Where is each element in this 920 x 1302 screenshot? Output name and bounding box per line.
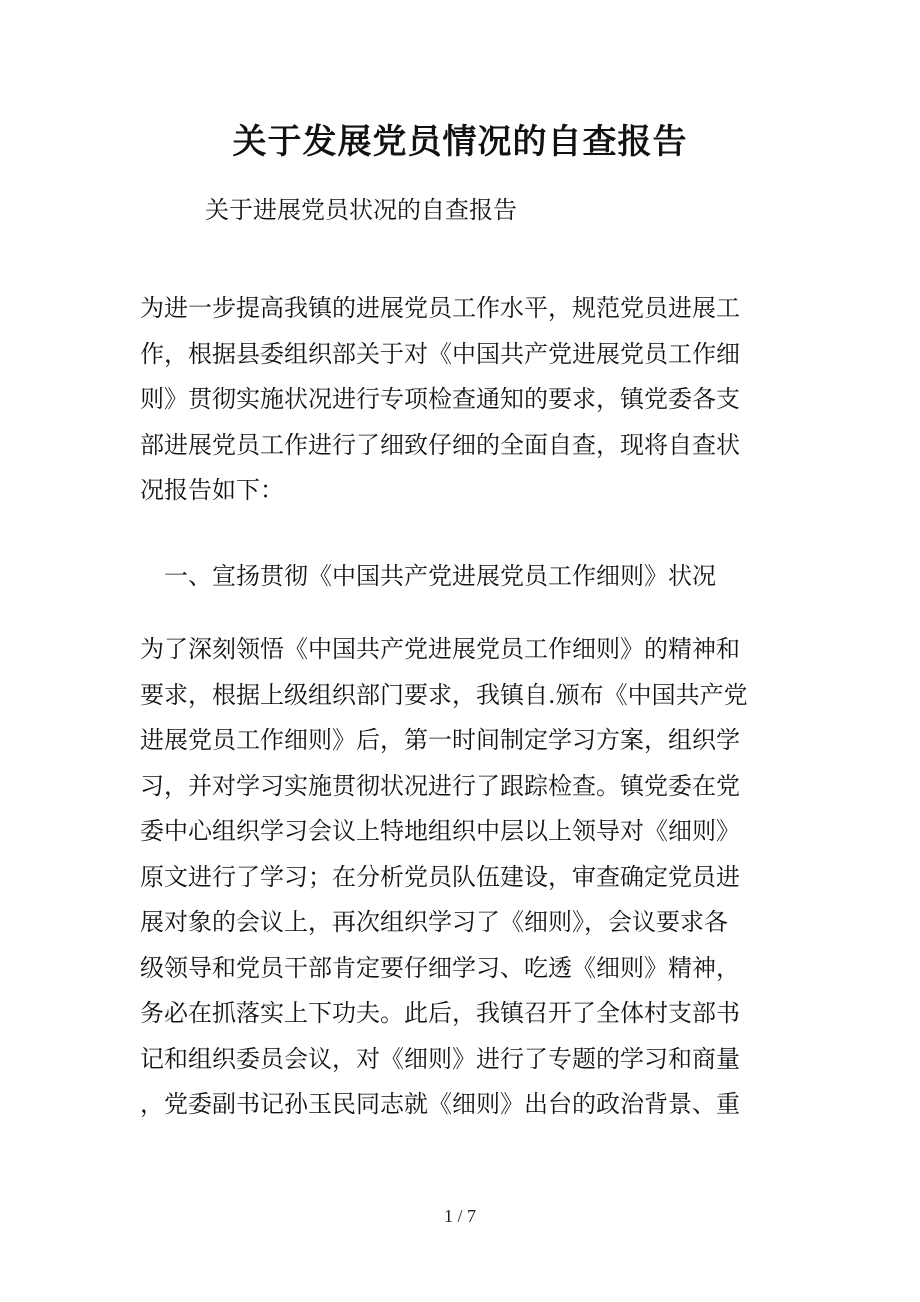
paragraph-line: 作，根据县委组织部关于对《中国共产党进展党员工作细 — [140, 339, 740, 368]
paragraph-line: 委中心组织学习会议上特地组织中层以上领导对《细则》 — [140, 817, 740, 845]
paragraph-line: 况报告如下： — [140, 476, 284, 504]
paragraph-line: 为进一步提高我镇的进展党员工作水平，规范党员进展工 — [140, 294, 740, 322]
section-paragraph — [140, 627, 780, 1128]
section-heading: 一、宣扬贯彻《中国共产党进展党员工作细则》状况 — [164, 562, 716, 590]
intro-paragraph — [140, 286, 780, 514]
paragraph-line: 展对象的会议上，再次组织学习了《细则》，会议要求各 — [140, 908, 728, 936]
paragraph-line: 习，并对学习实施贯彻状况进行了跟踪检查。镇党委在党 — [140, 771, 740, 800]
paragraph-line: 务必在抓落实上下功夫。此后，我镇召开了全体村支部书 — [140, 999, 740, 1027]
paragraph-line: 进展党员工作细则》后，第一时间制定学习方案，组织学 — [140, 726, 740, 754]
paragraph-line: 级领导和党员干部肯定要仔细学习、吃透《细则》精神， — [140, 953, 740, 982]
paragraph-line: 记和组织委员会议，对《细则》进行了专题的学习和商量 — [140, 1044, 740, 1073]
paragraph-line: 要求，根据上级组织部门要求，我镇自.颁布《中国共产党 — [140, 680, 748, 709]
paragraph-line: 为了深刻领悟《中国共产党进展党员工作细则》的精神和 — [140, 635, 740, 663]
paragraph-line: 原文进行了学习；在分析党员队伍建设，审查确定党员进 — [140, 862, 740, 891]
document-subtitle: 关于进展党员状况的自查报告 — [205, 196, 517, 224]
document-title: 关于发展党员情况的自查报告 — [232, 122, 688, 162]
paragraph-line: 部进展党员工作进行了细致仔细的全面自查，现将自查状 — [140, 430, 740, 459]
paragraph-line: 则》贯彻实施状况进行专项检查通知的要求，镇党委各支 — [140, 385, 740, 413]
page-number: 1 / 7 — [443, 1206, 476, 1226]
paragraph-line: ，党委副书记孙玉民同志就《细则》出台的政治背景、重 — [140, 1090, 740, 1118]
